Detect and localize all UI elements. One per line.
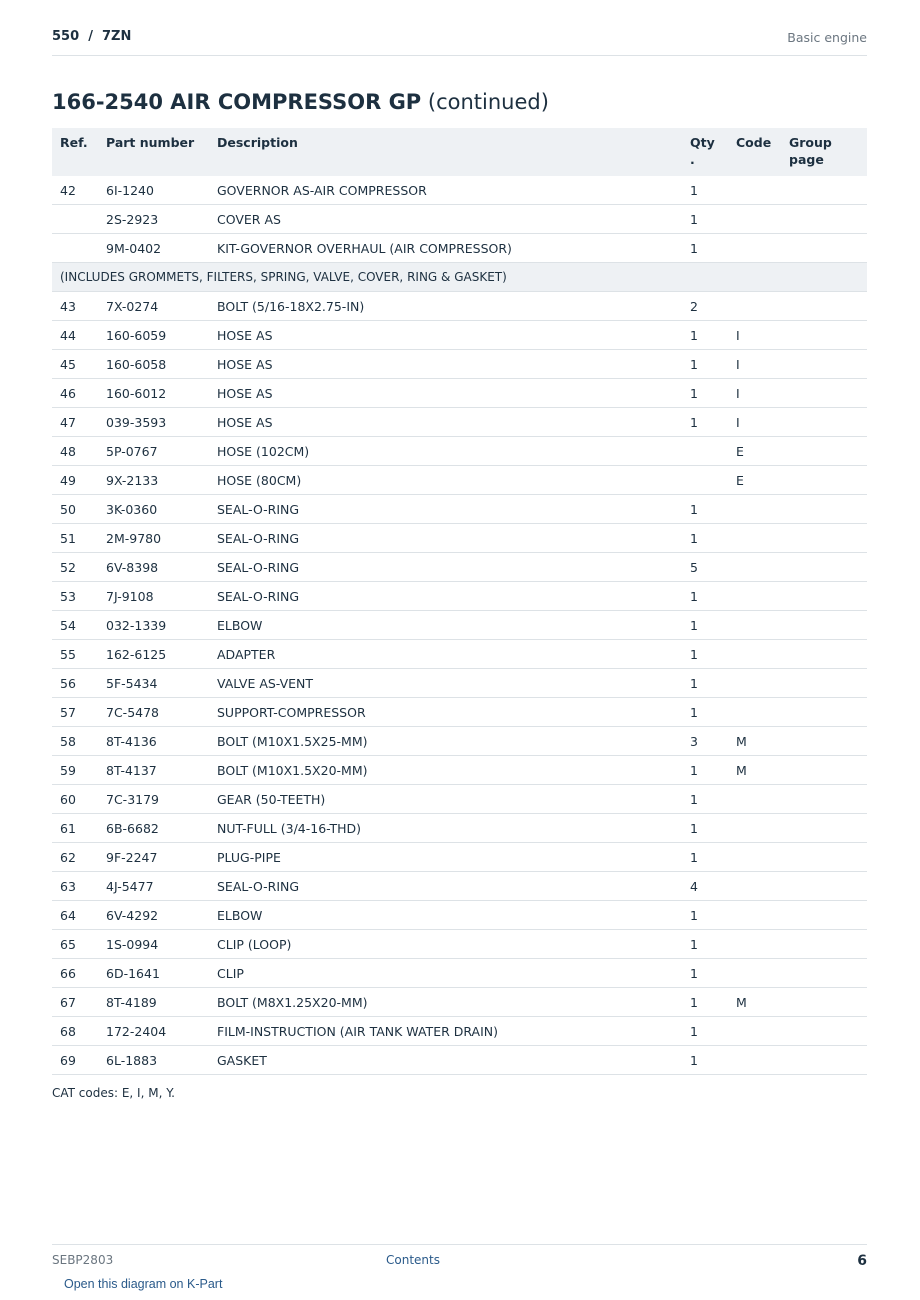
cell-description: SEAL-O-RING bbox=[209, 495, 682, 524]
cell-description: ELBOW bbox=[209, 611, 682, 640]
cell-code: I bbox=[728, 321, 781, 350]
cell-qty: 1 bbox=[682, 176, 728, 205]
cell-description: BOLT (5/16-18X2.75-IN) bbox=[209, 292, 682, 321]
table-row bbox=[52, 930, 867, 959]
cell-description: ELBOW bbox=[209, 901, 682, 930]
cell-qty: 2 bbox=[682, 292, 728, 321]
cell-ref: 45 bbox=[52, 350, 98, 379]
cell-code bbox=[728, 205, 781, 234]
cell-ref: 51 bbox=[52, 524, 98, 553]
cell-part-number: 4J-5477 bbox=[98, 872, 209, 901]
cell-part-number: 162-6125 bbox=[98, 640, 209, 669]
table-row bbox=[52, 872, 867, 901]
table-row bbox=[52, 1017, 867, 1046]
cell-code bbox=[728, 814, 781, 843]
cell-part-number: 032-1339 bbox=[98, 611, 209, 640]
cell-description: SEAL-O-RING bbox=[209, 553, 682, 582]
cell-qty: 1 bbox=[682, 785, 728, 814]
table-row bbox=[52, 901, 867, 930]
cell-description: SUPPORT-COMPRESSOR bbox=[209, 698, 682, 727]
cell-code bbox=[728, 524, 781, 553]
kpart-diagram-link[interactable]: Open this diagram on K-Part bbox=[64, 1277, 223, 1291]
cell-group-page bbox=[781, 756, 867, 785]
cell-part-number: 6D-1641 bbox=[98, 959, 209, 988]
cell-group-page bbox=[781, 176, 867, 205]
cell-code: M bbox=[728, 727, 781, 756]
cell-description: GOVERNOR AS-AIR COMPRESSOR bbox=[209, 176, 682, 205]
col-header-ref: Ref. bbox=[52, 128, 98, 176]
cell-ref: 58 bbox=[52, 727, 98, 756]
cell-part-number: 2M-9780 bbox=[98, 524, 209, 553]
cell-ref: 47 bbox=[52, 408, 98, 437]
cell-code bbox=[728, 582, 781, 611]
cell-ref: 46 bbox=[52, 379, 98, 408]
parts-table bbox=[52, 128, 867, 1075]
cell-code: E bbox=[728, 437, 781, 466]
cell-group-page bbox=[781, 495, 867, 524]
cell-code bbox=[728, 698, 781, 727]
cell-qty: 1 bbox=[682, 1046, 728, 1075]
cell-code bbox=[728, 1017, 781, 1046]
table-row bbox=[52, 524, 867, 553]
cell-group-page bbox=[781, 1046, 867, 1075]
cell-code bbox=[728, 553, 781, 582]
cell-ref: 61 bbox=[52, 814, 98, 843]
cell-group-page bbox=[781, 466, 867, 495]
cell-part-number: 2S-2923 bbox=[98, 205, 209, 234]
cell-code: E bbox=[728, 466, 781, 495]
cell-part-number: 8T-4137 bbox=[98, 756, 209, 785]
cell-description: GASKET bbox=[209, 1046, 682, 1075]
parts-table-body bbox=[52, 176, 867, 1075]
table-row bbox=[52, 959, 867, 988]
cell-part-number: 1S-0994 bbox=[98, 930, 209, 959]
table-row bbox=[52, 814, 867, 843]
cell-group-page bbox=[781, 582, 867, 611]
cell-part-number: 9X-2133 bbox=[98, 466, 209, 495]
cell-code bbox=[728, 669, 781, 698]
cell-qty: 1 bbox=[682, 321, 728, 350]
page-title bbox=[52, 90, 549, 114]
page-header bbox=[52, 29, 867, 56]
cell-ref: 66 bbox=[52, 959, 98, 988]
cell-group-page bbox=[781, 408, 867, 437]
page-number: 6 bbox=[857, 1253, 867, 1269]
cell-ref: 54 bbox=[52, 611, 98, 640]
cell-description: BOLT (M10X1.5X20-MM) bbox=[209, 756, 682, 785]
cell-ref: 68 bbox=[52, 1017, 98, 1046]
contents-link[interactable]: Contents bbox=[386, 1253, 440, 1267]
cell-description: VALVE AS-VENT bbox=[209, 669, 682, 698]
cell-part-number: 9F-2247 bbox=[98, 843, 209, 872]
cell-group-page bbox=[781, 843, 867, 872]
cell-ref: 43 bbox=[52, 292, 98, 321]
cell-group-page bbox=[781, 292, 867, 321]
cell-qty: 1 bbox=[682, 611, 728, 640]
cell-code: I bbox=[728, 350, 781, 379]
cell-group-page bbox=[781, 930, 867, 959]
cell-description: BOLT (M8X1.25X20-MM) bbox=[209, 988, 682, 1017]
table-row bbox=[52, 234, 867, 263]
cell-ref: 62 bbox=[52, 843, 98, 872]
cell-code bbox=[728, 495, 781, 524]
cell-part-number: 3K-0360 bbox=[98, 495, 209, 524]
cell-group-page bbox=[781, 988, 867, 1017]
cell-part-number: 160-6059 bbox=[98, 321, 209, 350]
col-header-group-page: Group page bbox=[781, 128, 867, 176]
cell-description: FILM-INSTRUCTION (AIR TANK WATER DRAIN) bbox=[209, 1017, 682, 1046]
cell-ref: 52 bbox=[52, 553, 98, 582]
cell-code bbox=[728, 640, 781, 669]
cell-ref: 57 bbox=[52, 698, 98, 727]
cell-code: I bbox=[728, 379, 781, 408]
cell-qty: 3 bbox=[682, 727, 728, 756]
cell-qty: 1 bbox=[682, 988, 728, 1017]
cell-group-page bbox=[781, 698, 867, 727]
cell-part-number: 160-6058 bbox=[98, 350, 209, 379]
cell-group-page bbox=[781, 785, 867, 814]
cell-ref: 50 bbox=[52, 495, 98, 524]
cell-ref: 44 bbox=[52, 321, 98, 350]
cell-part-number: 6L-1883 bbox=[98, 1046, 209, 1075]
cell-qty: 1 bbox=[682, 843, 728, 872]
cell-ref bbox=[52, 234, 98, 263]
cell-qty: 5 bbox=[682, 553, 728, 582]
cell-note: (INCLUDES GROMMETS, FILTERS, SPRING, VALVE, COVER, RING & GASKET) bbox=[52, 263, 867, 292]
cell-qty: 1 bbox=[682, 959, 728, 988]
table-row bbox=[52, 843, 867, 872]
cell-group-page bbox=[781, 553, 867, 582]
cell-group-page bbox=[781, 640, 867, 669]
cell-part-number: 8T-4136 bbox=[98, 727, 209, 756]
cell-group-page bbox=[781, 350, 867, 379]
cell-group-page bbox=[781, 1017, 867, 1046]
table-header-row bbox=[52, 128, 867, 176]
cell-qty: 1 bbox=[682, 640, 728, 669]
cell-group-page bbox=[781, 205, 867, 234]
cat-codes-note: CAT codes: E, I, M, Y. bbox=[52, 1086, 175, 1100]
cell-ref: 67 bbox=[52, 988, 98, 1017]
cell-description: HOSE AS bbox=[209, 408, 682, 437]
cell-code: M bbox=[728, 988, 781, 1017]
cell-qty: 1 bbox=[682, 408, 728, 437]
cell-ref bbox=[52, 205, 98, 234]
cell-qty: 1 bbox=[682, 814, 728, 843]
table-row bbox=[52, 640, 867, 669]
cell-code bbox=[728, 843, 781, 872]
cell-code bbox=[728, 1046, 781, 1075]
cell-ref: 48 bbox=[52, 437, 98, 466]
cell-description: SEAL-O-RING bbox=[209, 524, 682, 553]
cell-code bbox=[728, 292, 781, 321]
page-footer bbox=[52, 1244, 867, 1291]
cell-qty: 1 bbox=[682, 1017, 728, 1046]
cell-qty bbox=[682, 437, 728, 466]
table-row bbox=[52, 785, 867, 814]
cell-ref: 63 bbox=[52, 872, 98, 901]
table-row bbox=[52, 611, 867, 640]
cell-qty: 4 bbox=[682, 872, 728, 901]
cell-qty: 1 bbox=[682, 756, 728, 785]
cell-description: ADAPTER bbox=[209, 640, 682, 669]
cell-description: CLIP (LOOP) bbox=[209, 930, 682, 959]
cell-group-page bbox=[781, 524, 867, 553]
cell-group-page bbox=[781, 669, 867, 698]
cell-qty: 1 bbox=[682, 234, 728, 263]
cell-code bbox=[728, 901, 781, 930]
cell-description: PLUG-PIPE bbox=[209, 843, 682, 872]
table-row bbox=[52, 466, 867, 495]
col-header-qty: Qty . bbox=[682, 128, 728, 176]
cell-qty: 1 bbox=[682, 524, 728, 553]
col-header-part-number: Part number bbox=[98, 128, 209, 176]
cell-description: BOLT (M10X1.5X25-MM) bbox=[209, 727, 682, 756]
cell-group-page bbox=[781, 727, 867, 756]
cell-code: M bbox=[728, 756, 781, 785]
table-row bbox=[52, 756, 867, 785]
cell-description: HOSE AS bbox=[209, 350, 682, 379]
col-header-description: Description bbox=[209, 128, 682, 176]
cell-description: HOSE AS bbox=[209, 379, 682, 408]
cell-group-page bbox=[781, 901, 867, 930]
cell-code: I bbox=[728, 408, 781, 437]
cell-description: CLIP bbox=[209, 959, 682, 988]
table-row bbox=[52, 1046, 867, 1075]
cell-ref: 59 bbox=[52, 756, 98, 785]
cell-qty: 1 bbox=[682, 669, 728, 698]
cell-ref: 69 bbox=[52, 1046, 98, 1075]
table-row bbox=[52, 553, 867, 582]
cell-group-page bbox=[781, 379, 867, 408]
document-id: SEBP2803 bbox=[52, 1253, 114, 1267]
cell-ref: 60 bbox=[52, 785, 98, 814]
cell-group-page bbox=[781, 814, 867, 843]
table-row bbox=[52, 582, 867, 611]
cell-group-page bbox=[781, 872, 867, 901]
cell-part-number: 160-6012 bbox=[98, 379, 209, 408]
cell-description: SEAL-O-RING bbox=[209, 872, 682, 901]
cell-part-number: 6V-4292 bbox=[98, 901, 209, 930]
cell-description: HOSE (102CM) bbox=[209, 437, 682, 466]
table-row bbox=[52, 321, 867, 350]
cell-part-number: 5F-5434 bbox=[98, 669, 209, 698]
cell-part-number: 172-2404 bbox=[98, 1017, 209, 1046]
cell-part-number: 7X-0274 bbox=[98, 292, 209, 321]
cell-description: HOSE (80CM) bbox=[209, 466, 682, 495]
cell-part-number: 6B-6682 bbox=[98, 814, 209, 843]
table-row bbox=[52, 350, 867, 379]
cell-group-page bbox=[781, 437, 867, 466]
cell-part-number: 7C-5478 bbox=[98, 698, 209, 727]
cell-group-page bbox=[781, 234, 867, 263]
table-row bbox=[52, 205, 867, 234]
col-header-code: Code bbox=[728, 128, 781, 176]
table-row bbox=[52, 292, 867, 321]
cell-qty bbox=[682, 466, 728, 495]
cell-group-page bbox=[781, 321, 867, 350]
cell-qty: 1 bbox=[682, 901, 728, 930]
cell-part-number: 5P-0767 bbox=[98, 437, 209, 466]
cell-code bbox=[728, 872, 781, 901]
cell-code bbox=[728, 959, 781, 988]
table-row bbox=[52, 727, 867, 756]
cell-ref: 56 bbox=[52, 669, 98, 698]
title-suffix: (continued) bbox=[427, 90, 549, 114]
cell-part-number: 6V-8398 bbox=[98, 553, 209, 582]
cell-qty: 1 bbox=[682, 495, 728, 524]
table-row bbox=[52, 408, 867, 437]
table-row bbox=[52, 379, 867, 408]
cell-description: HOSE AS bbox=[209, 321, 682, 350]
title-part-number: 166-2540 AIR COMPRESSOR GP bbox=[52, 90, 422, 114]
cell-description: SEAL-O-RING bbox=[209, 582, 682, 611]
cell-qty: 1 bbox=[682, 379, 728, 408]
cell-description: COVER AS bbox=[209, 205, 682, 234]
cell-description: GEAR (50-TEETH) bbox=[209, 785, 682, 814]
section-label: Basic engine bbox=[787, 30, 867, 45]
cell-ref: 53 bbox=[52, 582, 98, 611]
table-note-row bbox=[52, 263, 867, 292]
table-row bbox=[52, 988, 867, 1017]
table-row bbox=[52, 437, 867, 466]
cell-code bbox=[728, 930, 781, 959]
cell-group-page bbox=[781, 959, 867, 988]
cell-qty: 1 bbox=[682, 698, 728, 727]
table-row bbox=[52, 176, 867, 205]
cell-description: KIT-GOVERNOR OVERHAUL (AIR COMPRESSOR) bbox=[209, 234, 682, 263]
cell-part-number: 6I-1240 bbox=[98, 176, 209, 205]
cell-ref: 64 bbox=[52, 901, 98, 930]
cell-ref: 55 bbox=[52, 640, 98, 669]
cell-part-number: 039-3593 bbox=[98, 408, 209, 437]
cell-description: NUT-FULL (3/4-16-THD) bbox=[209, 814, 682, 843]
table-row bbox=[52, 698, 867, 727]
cell-ref: 49 bbox=[52, 466, 98, 495]
table-row bbox=[52, 495, 867, 524]
table-row bbox=[52, 669, 867, 698]
cell-group-page bbox=[781, 611, 867, 640]
cell-code bbox=[728, 176, 781, 205]
cell-part-number: 8T-4189 bbox=[98, 988, 209, 1017]
cell-part-number: 7J-9108 bbox=[98, 582, 209, 611]
cell-code bbox=[728, 785, 781, 814]
cell-qty: 1 bbox=[682, 582, 728, 611]
cell-qty: 1 bbox=[682, 930, 728, 959]
cell-ref: 42 bbox=[52, 176, 98, 205]
model-label: 550 / 7ZN bbox=[52, 29, 132, 44]
cell-code bbox=[728, 234, 781, 263]
cell-ref: 65 bbox=[52, 930, 98, 959]
cell-qty: 1 bbox=[682, 205, 728, 234]
cell-code bbox=[728, 611, 781, 640]
cell-qty: 1 bbox=[682, 350, 728, 379]
cell-part-number: 7C-3179 bbox=[98, 785, 209, 814]
cell-part-number: 9M-0402 bbox=[98, 234, 209, 263]
